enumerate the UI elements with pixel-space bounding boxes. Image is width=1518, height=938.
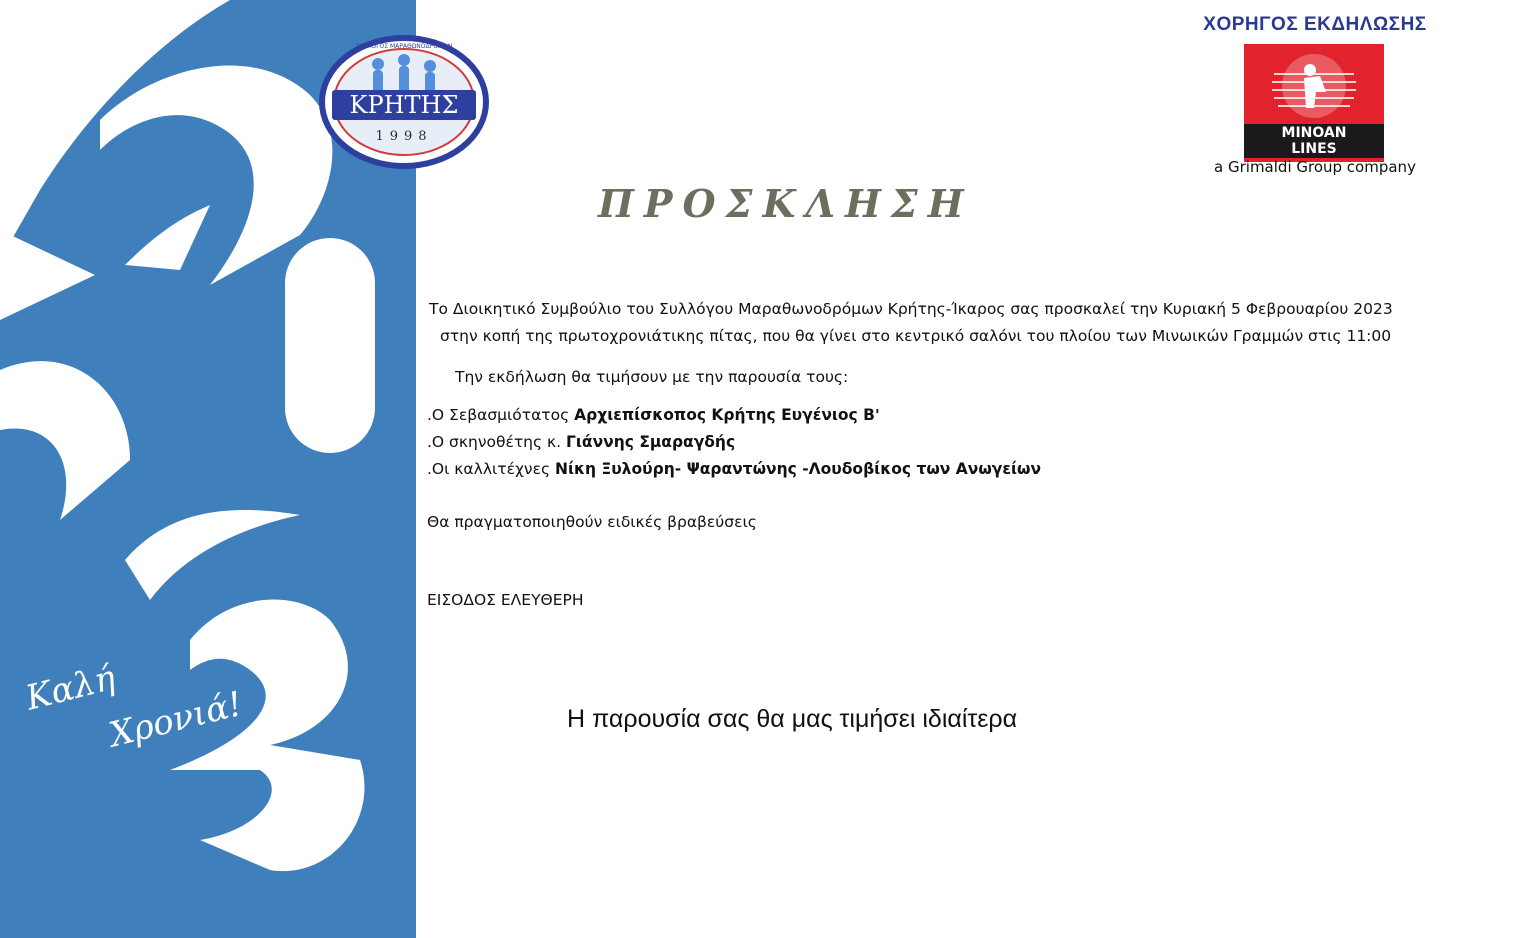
club-logo-name: ΚΡΗΤΗΣ [349,91,459,119]
invitation-title: ΠΡΟΣΚΛΗΣΗ [598,181,974,226]
sponsor-brand-line2: LINES [1291,141,1337,157]
guest-name: Νίκη Ξυλούρη- Ψαραντώνης -Λουδοβίκος των Ανωγείων [554,460,1042,478]
greeting-line1: Καλή [21,657,120,719]
sponsor-brand-line1: MINOAN [1281,125,1347,141]
guest-row [427,460,1041,478]
sponsor-logo [1244,44,1384,162]
entry-note: ΕΙΣΟΔΟΣ ΕΛΕΥΘΕΡΗ [427,591,584,609]
minoan-emblem-icon [1244,44,1384,124]
guest-name: Γιάννης Σμαραγδής [566,433,736,451]
closing-line: Η παρουσία σας θα μας τιμήσει ιδιαίτερα [567,705,1018,733]
sponsor-heading: ΧΟΡΗΓΟΣ ΕΚΔΗΛΩΣΗΣ [1203,14,1427,35]
honor-intro: Την εκδήλωση θα τιμήσουν με την παρουσία τους: [455,368,849,386]
guest-prefix: .Ο σκηνοθέτης κ. [427,433,567,451]
guest-row [427,433,735,451]
guest-row [427,406,880,424]
club-logo-year: 1998 [375,129,433,144]
awards-note: Θα πραγματοποιηθούν ειδικές βραβεύσεις [427,513,757,531]
sponsor-tagline: a Grimaldi Group company [1214,158,1416,176]
sponsor-block [1160,8,1470,183]
invitation-line1: Το Διοικητικό Συμβούλιο του Συλλόγου Μαραθωνοδρόμων Κρήτης-Ίκαρος σας προσκαλεί την Κυριακή 5 Φεβρουαρίου 2023 [429,300,1393,318]
guest-prefix: .Ο Σεβασμιότατος [427,406,575,424]
club-logo [318,34,490,170]
guest-name: Αρχιεπίσκοπος Κρήτης Ευγένιος Β' [574,406,880,424]
invitation-line2: στην κοπή της πρωτοχρονιάτικης πίτας, που θα γίνει στο κεντρικό σαλόνι του πλοίου των Μινωικών Γραμμών στις 11:00 [440,327,1392,345]
greeting-line2: Χρονιά! [105,683,247,756]
club-logo-ring-text: ΣΥΛΛΟΓΟΣ ΜΑΡΑΘΩΝΟΔΡΟΜΩΝ [355,43,453,50]
sponsor-brand [1244,124,1384,158]
guest-prefix: .Οι καλλιτέχνες [427,460,555,478]
